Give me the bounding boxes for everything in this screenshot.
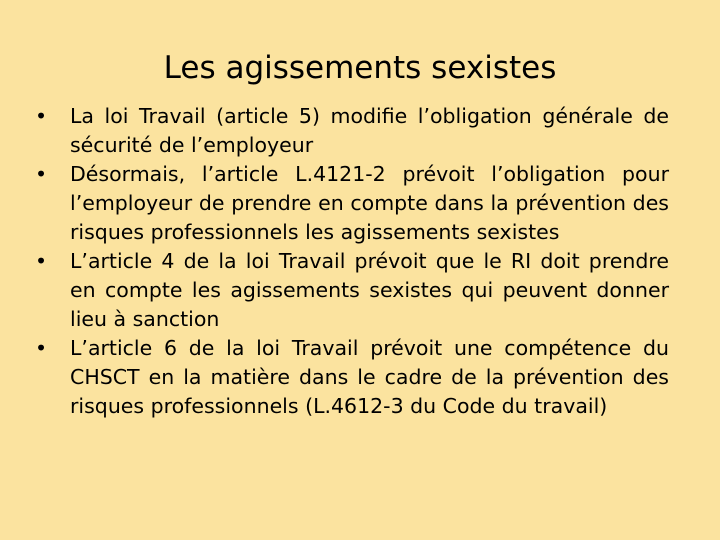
bullet-item xyxy=(34,160,669,247)
bullet-text: L’article 4 de la loi Travail prévoit que le RI doit prendre en compte les agissements sexistes qui peuvent donner lieu à sanction xyxy=(70,249,669,331)
bullet-text: Désormais, l’article L.4121-2 prévoit l’obligation pour l’employeur de prendre en compte dans la prévention des risques professionnels les agissements sexistes xyxy=(70,162,669,244)
slide-title: Les agissements sexistes xyxy=(163,50,557,86)
bullet-marker: • xyxy=(34,162,48,186)
bullet-text: L’article 6 de la loi Travail prévoit une compétence du CHSCT en la matière dans le cadre de la prévention des risques professionnels (L.4612-3 du Code du travail) xyxy=(70,336,669,418)
bullet-list xyxy=(34,102,669,421)
bullet-item xyxy=(34,334,669,421)
bullet-marker: • xyxy=(34,336,48,360)
bullet-text: La loi Travail (article 5) modifie l’obligation générale de sécurité de l’employeur xyxy=(70,104,669,157)
bullet-marker: • xyxy=(34,249,48,273)
bullet-item xyxy=(34,102,669,160)
bullet-marker: • xyxy=(34,104,48,128)
bullet-item xyxy=(34,247,669,334)
